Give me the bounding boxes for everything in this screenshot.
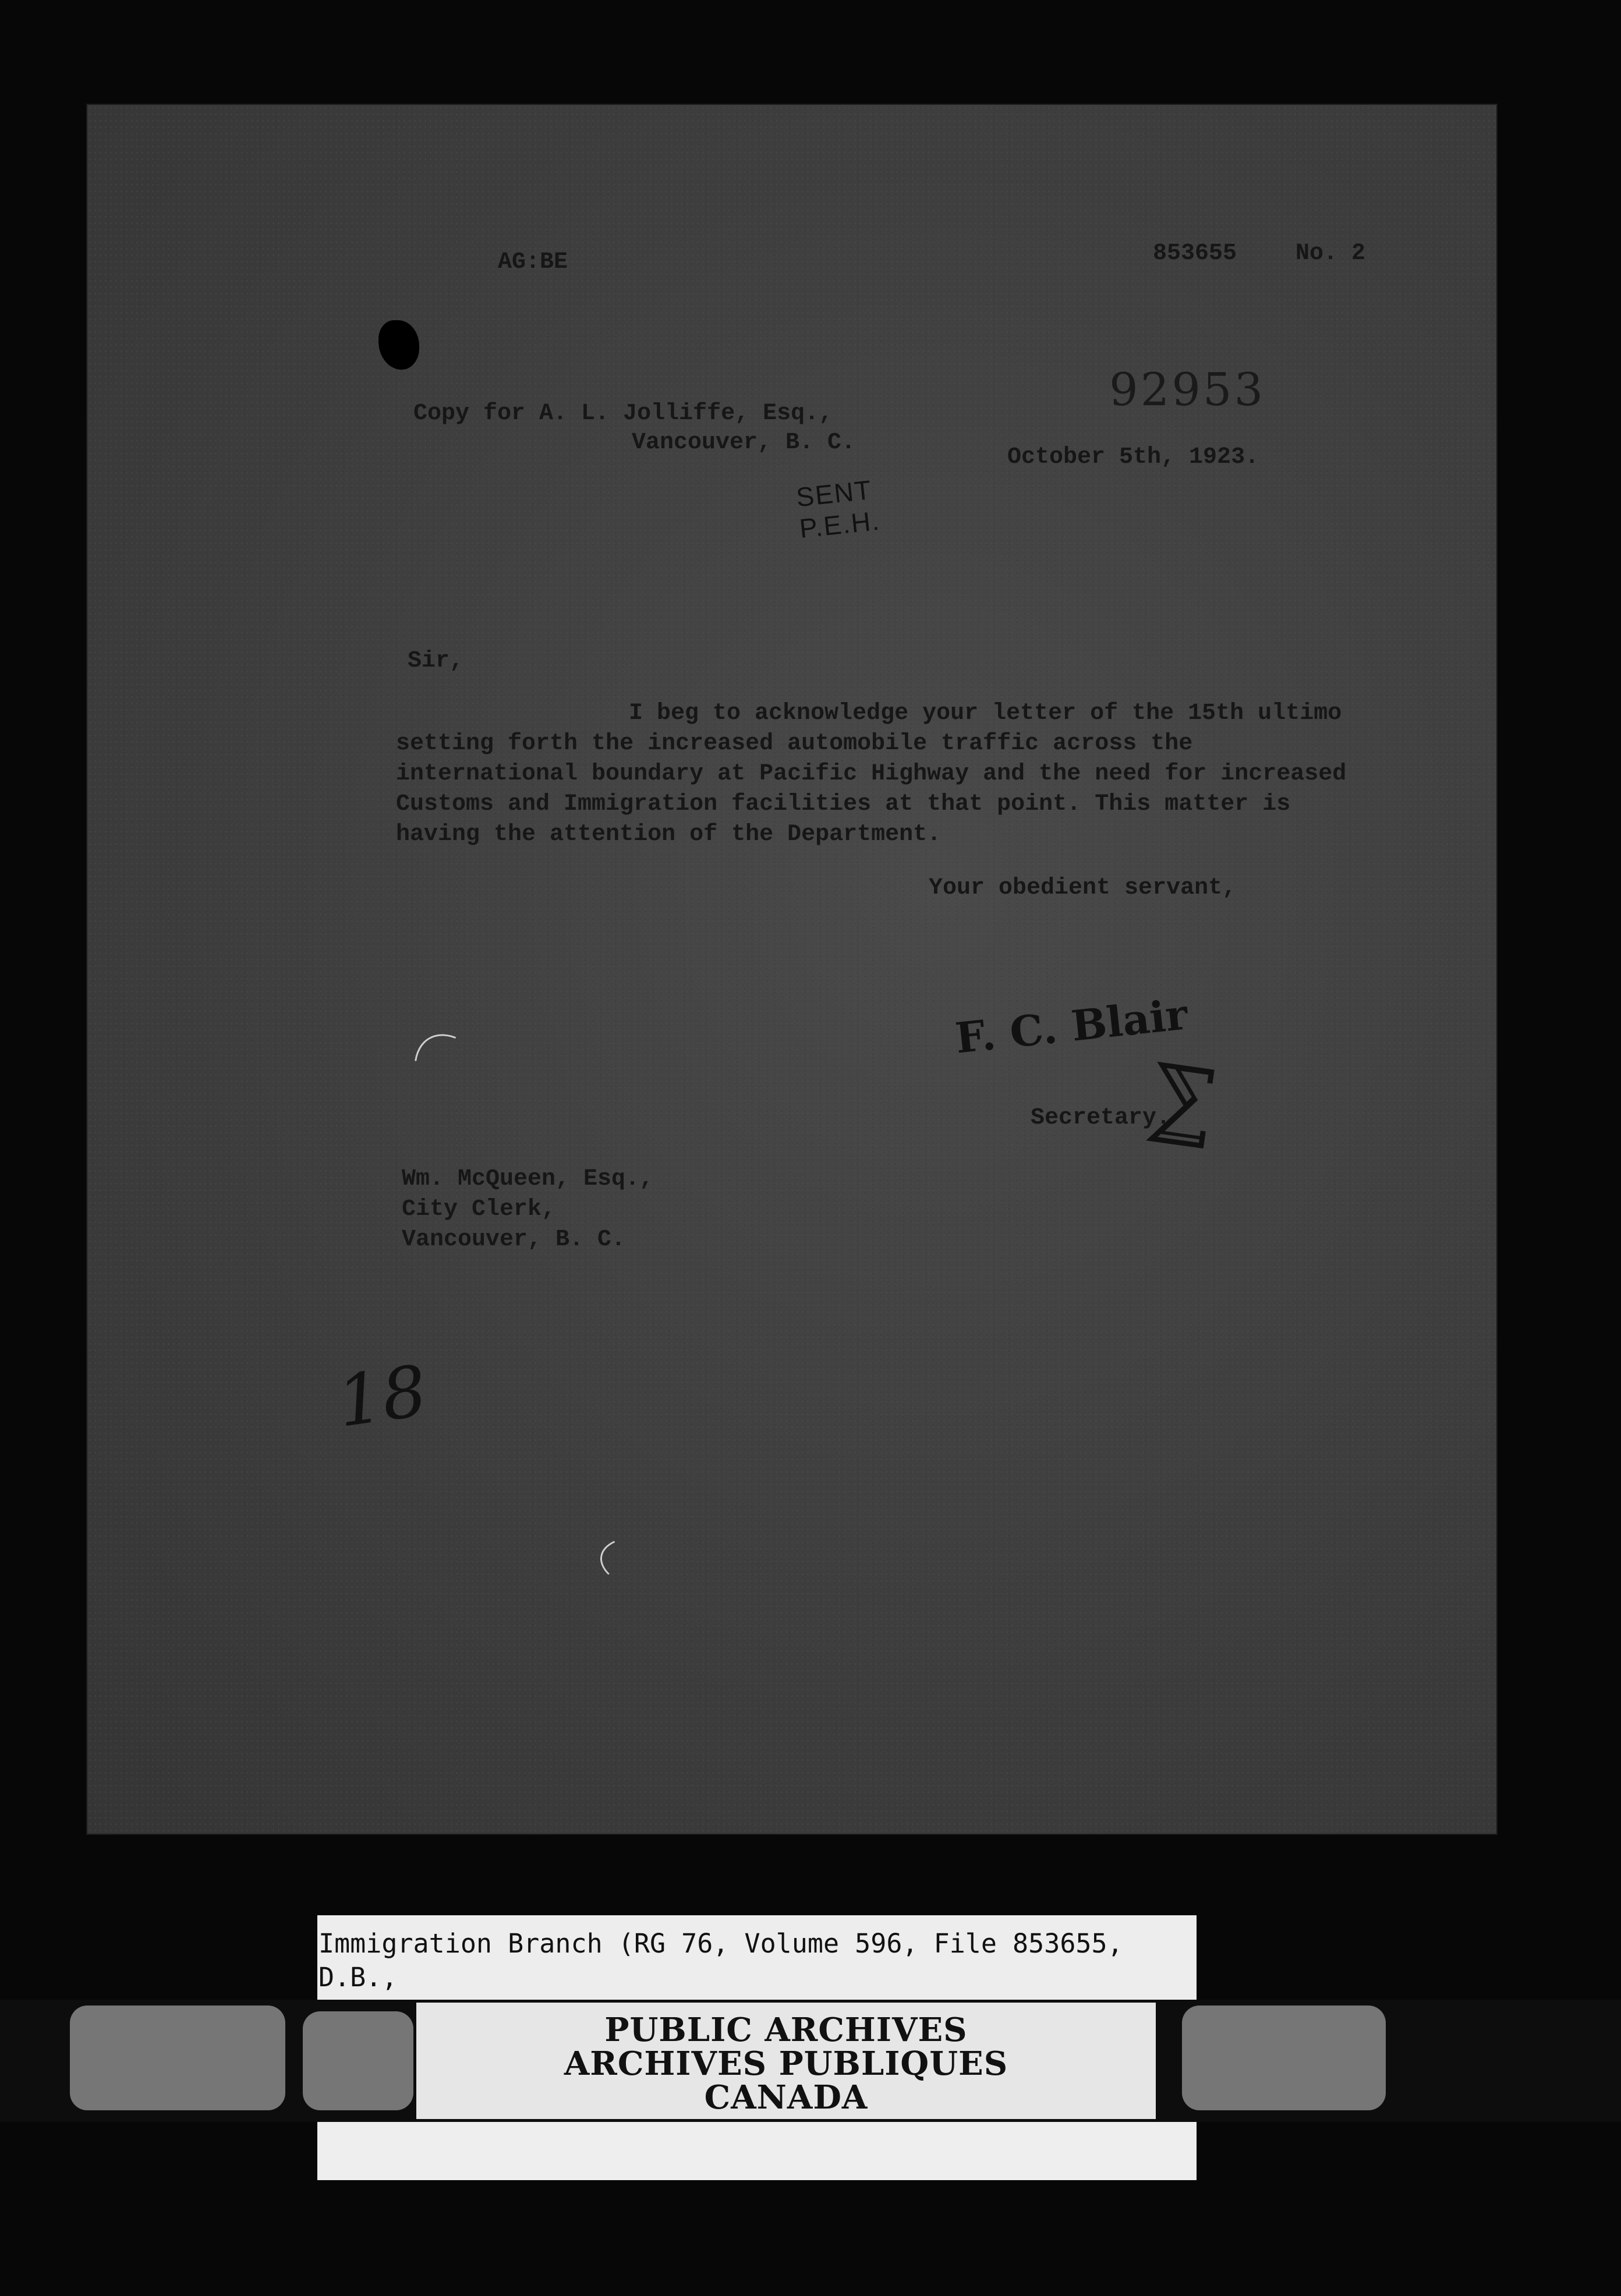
- file-number: 853655: [1153, 240, 1237, 267]
- signature: F. C. Blair: [953, 989, 1190, 1063]
- archive-label-line1: Immigration Branch (RG 76, Volume 596, File 853655, D.B.,: [318, 1928, 1123, 1993]
- film-sprocket: [303, 2011, 413, 2110]
- sent-stamp-line2: P.E.H.: [798, 505, 882, 544]
- archives-stamp-line2: ARCHIVES PUBLIQUES: [564, 2045, 1008, 2083]
- letter-date: October 5th, 1923.: [1007, 444, 1259, 470]
- initial-mark: ⅀: [1143, 1044, 1219, 1153]
- letter-body-text: I beg to acknowledge your letter of the 15th ultimo setting forth the increased automobile traffic across the international boundary at Pacific Highway and the need for increased Customs and Immigration facilities at that point. This matter is having the attention of the Department.: [396, 700, 1347, 848]
- archive-reference-label: [317, 1915, 1197, 2000]
- addressee-line1: Wm. McQueen, Esq.,: [402, 1166, 654, 1192]
- salutation: Sir,: [408, 648, 464, 674]
- archives-stamp-line3: CANADA: [704, 2078, 868, 2117]
- sent-stamp: [795, 473, 882, 544]
- copy-for-line1: Copy for A. L. Jolliffe, Esq.,: [413, 401, 833, 427]
- closing: Your obedient servant,: [929, 875, 1237, 901]
- reference-code: AG:BE: [498, 249, 568, 275]
- addressee-line3: Vancouver, B. C.: [402, 1227, 626, 1253]
- letter-body: [396, 699, 1374, 850]
- signatory-title: Secretary.: [1031, 1105, 1171, 1131]
- margin-note: 18: [332, 1351, 432, 1443]
- copy-for-line2: Vancouver, B. C.: [632, 430, 856, 456]
- scratch-mark: [397, 1019, 515, 1150]
- bottom-label-strip: [317, 2122, 1197, 2180]
- addressee-line2: City Clerk,: [402, 1196, 556, 1223]
- punch-hole: [378, 320, 419, 370]
- film-sprocket: [70, 2006, 285, 2110]
- public-archives-stamp: [416, 2003, 1156, 2119]
- copy-number: No. 2: [1296, 240, 1366, 267]
- film-sprocket: [1182, 2006, 1386, 2110]
- archives-stamp-line1: PUBLIC ARCHIVES: [604, 2011, 968, 2049]
- sent-stamp-line1: SENT: [794, 474, 874, 513]
- letter-page: [87, 105, 1496, 1834]
- register-number: 92953: [1109, 364, 1266, 416]
- scratch-mark: [596, 1528, 706, 1601]
